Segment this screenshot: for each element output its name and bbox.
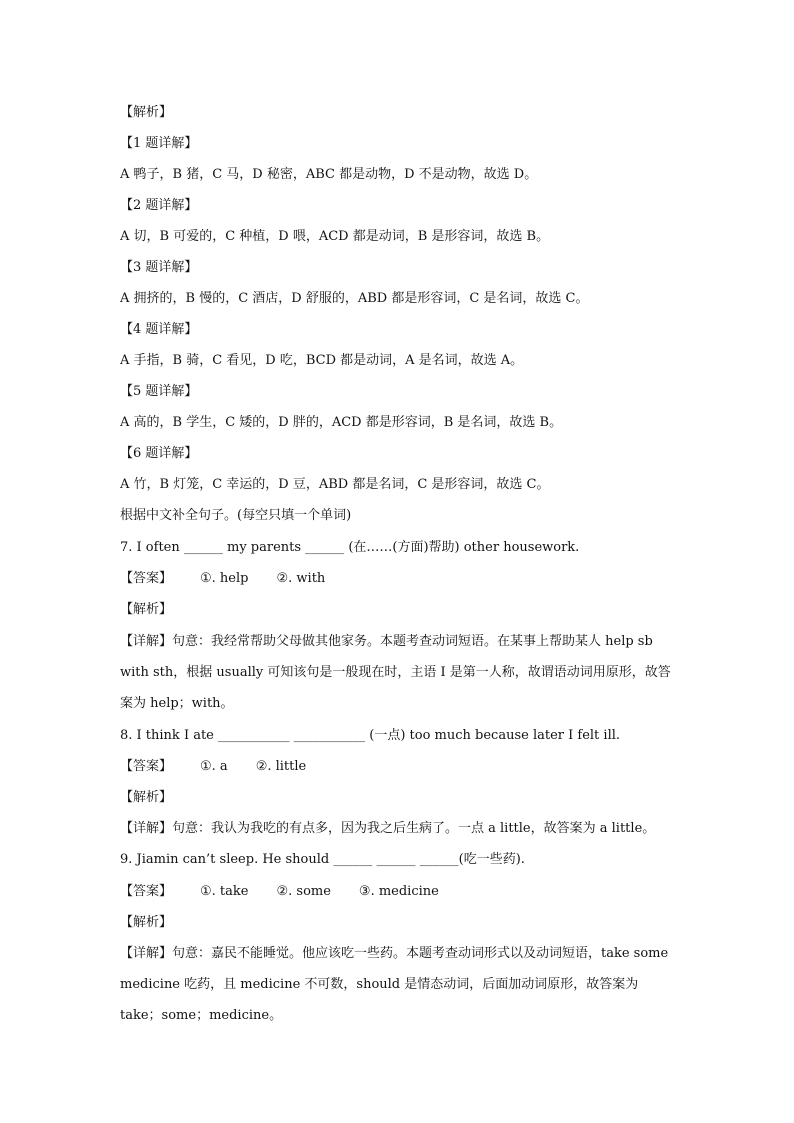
analysis-heading: 【解析】 [120,915,173,930]
q2-detail-heading: 【2 题详解】 [120,198,198,213]
answer-option: ②. with [276,571,326,586]
answer-tag: 【答案】 [120,571,173,586]
answer-option: ①. help [200,571,249,586]
answer-option: ①. a [200,759,228,774]
q3-explanation: A 拥挤的，B 慢的，C 酒店，D 舒服的，ABD 都是形容词，C 是名词，故选 C。 [120,291,589,306]
question-9: 9. Jiamin can’t sleep. He should ______ ______ ______(吃一些药). [120,852,525,867]
answer-option: ①. take [200,884,249,899]
q8-explanation: 【详解】句意：我认为我吃的有点多，因为我之后生病了。一点 a little，故答案为 a little。 [120,821,656,836]
q7-answer-row [120,569,680,589]
q7-explanation: 【详解】句意：我经常帮助父母做其他家务。本题考查动词短语。在某事上帮助某人 help sb with sth，根据 usually 可知该句是一般现在时，主语 I 是第一人称，故谓语动词用原形，故答案为 help；with。 [120,634,671,711]
q4-detail-heading: 【4 题详解】 [120,322,198,337]
analysis-heading: 【解析】 [120,790,173,805]
q3-detail-heading: 【3 题详解】 [120,260,198,275]
q5-explanation: A 高的，B 学生，C 矮的，D 胖的，ACD 都是形容词，B 是名词，故选 B。 [120,415,563,430]
question-8: 8. I think I ate ___________ ___________ (一点) too much because later I felt ill. [120,728,621,743]
section-instruction: 根据中文补全句子。(每空只填一个单词) [120,508,352,523]
q1-explanation: A 鸭子，B 猪，C 马，D 秘密，ABC 都是动物，D 不是动物，故选 D。 [120,167,538,182]
q6-explanation: A 竹，B 灯笼，C 幸运的，D 豆，ABD 都是名词，C 是形容词，故选 C。 [120,477,550,492]
answer-option: ③. medicine [358,884,439,899]
answer-tag: 【答案】 [120,759,173,774]
question-7: 7. I often ______ my parents ______ (在……(方面)帮助) other housework. [120,540,580,555]
q1-detail-heading: 【1 题详解】 [120,136,198,151]
q4-explanation: A 手指，B 骑，C 看见，D 吃，BCD 都是动词，A 是名词，故选 A。 [120,353,524,368]
q2-explanation: A 切，B 可爱的，C 种植，D 喂，ACD 都是动词，B 是形容词，故选 B。 [120,229,550,244]
answer-tag: 【答案】 [120,884,173,899]
q6-detail-heading: 【6 题详解】 [120,446,198,461]
q9-explanation: 【详解】句意：嘉民不能睡觉。他应该吃一些药。本题考查动词形式以及动词短语，take some medicine 吃药，且 medicine 不可数，should 是情态动词，后面加动词原形，故答案为 take；some；medicine。 [120,946,669,1023]
analysis-heading: 【解析】 [120,602,173,617]
q8-answer-row [120,757,680,777]
q9-answer-row [120,882,680,902]
answer-option: ②. some [276,884,331,899]
answer-option: ②. little [255,759,307,774]
analysis-heading: 【解析】 [120,105,173,120]
q5-detail-heading: 【5 题详解】 [120,384,198,399]
